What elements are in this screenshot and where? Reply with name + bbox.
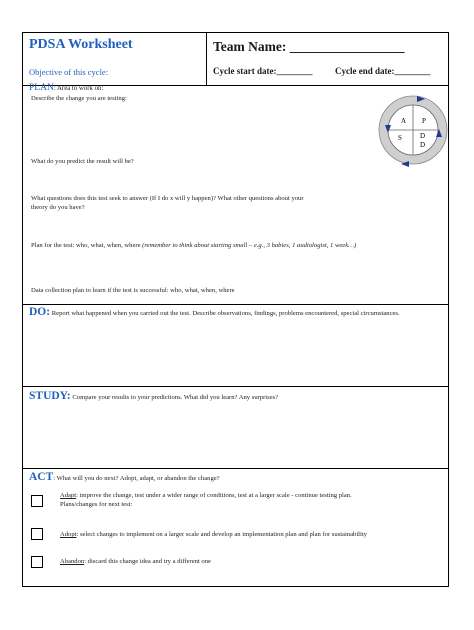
plan-test-label: Plan for the test: who, what, when, where [31, 242, 141, 249]
cycle-d-label-1: D [420, 132, 426, 140]
study-section [23, 387, 448, 469]
worksheet-title: PDSA Worksheet [29, 37, 133, 52]
pdsa-cycle-diagram [368, 85, 458, 175]
act-section [23, 469, 448, 588]
study-label: STUDY: [29, 390, 71, 402]
data-collection-prompt: Data collection plan to learn if the test is successful: who, what, when, where [31, 287, 235, 294]
adapt-checkbox[interactable] [31, 495, 43, 507]
adapt-description: : improve the change, test under a wider range of conditions, test at a larger scale - continue testing plan. [76, 492, 352, 499]
abandon-checkbox[interactable] [31, 556, 43, 568]
describe-change-prompt: Describe the change you are testing: [31, 95, 127, 102]
cycle-start-date-field[interactable]: Cycle start date:________ [213, 66, 313, 76]
do-text: Report what happened when you carried out the test. Describe observations, findings, problems encountered, special circumstances. [51, 310, 400, 317]
act-prompt [29, 471, 220, 483]
adopt-option [60, 531, 445, 540]
questions-line-2: theory do you have? [31, 203, 85, 211]
cycle-p-label: P [422, 117, 426, 125]
objective-field[interactable]: Objective of this cycle: [29, 67, 109, 77]
team-name-field[interactable]: Team Name: _________________ [213, 39, 405, 54]
questions-line-1: What questions does this test seek to answer (If I do x will y happen)? What other questions about your [31, 195, 304, 202]
abandon-description: : discard this change idea and try a different one [84, 558, 211, 565]
adopt-key: Adopt [60, 531, 77, 538]
study-prompt [29, 390, 278, 402]
study-text: Compare your results to your predictions. What did you learn? Any surprises? [70, 394, 279, 401]
questions-prompt [31, 195, 431, 213]
adopt-description: : select changes to implement on a larger scale and develop an implementation plan and plan for sustainability [76, 531, 367, 538]
plan-area-label: : Area to work on: [53, 85, 104, 92]
cycle-s-label: S [398, 134, 402, 142]
plan-heading [29, 83, 103, 93]
plan-label: PLAN [29, 83, 54, 93]
abandon-key: Abandon [60, 558, 85, 565]
plan-test-prompt [31, 242, 441, 251]
cycle-d-label-2: D [420, 141, 426, 149]
header-left-cell [23, 33, 207, 85]
act-label: ACT [29, 471, 54, 483]
act-text: : What will you do next? Adopt, adapt, or abandon the change? [53, 475, 220, 482]
plan-test-hint: (remember to think about starting small – e.g., 3 babies, 1 audiologist, 1 week…) [140, 242, 357, 249]
cycle-a-label: A [401, 117, 407, 125]
predict-result-prompt: What do you predict the result will be? [31, 158, 134, 165]
adapt-option [60, 492, 440, 510]
pdsa-worksheet [22, 32, 449, 587]
adopt-checkbox[interactable] [31, 528, 43, 540]
cycle-end-date-field[interactable]: Cycle end date:________ [335, 66, 431, 76]
do-prompt [29, 308, 429, 319]
worksheet-header [23, 33, 448, 86]
do-label: DO: [29, 306, 51, 318]
do-section [23, 305, 448, 387]
adapt-next-plans: Plans/changes for next test: [60, 500, 133, 508]
abandon-option [60, 558, 211, 567]
adapt-key: Adapt [60, 492, 77, 499]
